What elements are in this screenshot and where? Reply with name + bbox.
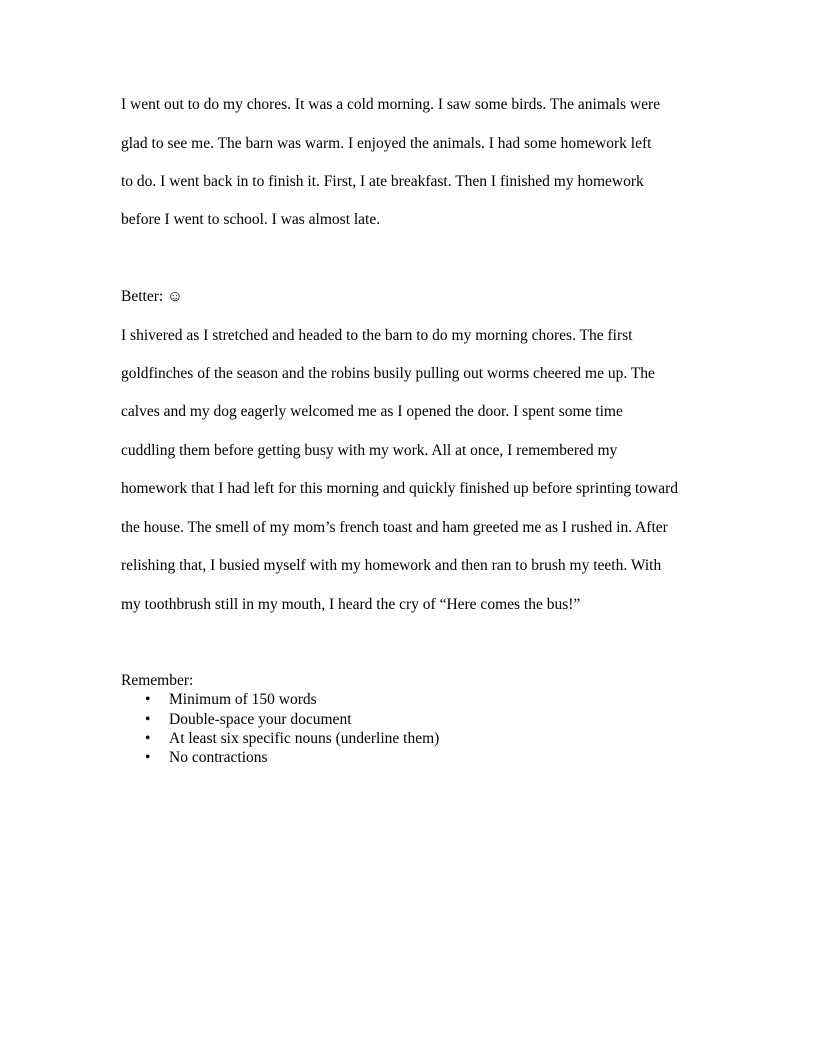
bullet-icon: • [145, 711, 151, 728]
better-label: Better: ☺ [121, 288, 183, 305]
paragraph-line: I went out to do my chores. It was a cold morning. I saw some birds. The animals were [121, 96, 661, 113]
bullet-icon: • [145, 730, 151, 747]
list-item: Minimum of 150 words [169, 691, 317, 708]
remember-heading: Remember: [121, 672, 194, 689]
paragraph-line: cuddling them before getting busy with my work. All at once, I remembered my [121, 442, 618, 459]
paragraph-line: to do. I went back in to finish it. First, I ate breakfast. Then I finished my homework [121, 173, 644, 190]
paragraph-line: the house. The smell of my mom’s french toast and ham greeted me as I rushed in. After [121, 519, 668, 536]
paragraph-line: before I went to school. I was almost late. [121, 211, 381, 228]
paragraph-line: my toothbrush still in my mouth, I heard the cry of “Here comes the bus!” [121, 596, 581, 613]
paragraph-line: homework that I had left for this morning and quickly finished up before sprinting toward [121, 480, 679, 497]
paragraph-line: calves and my dog eagerly welcomed me as I opened the door. I spent some time [121, 403, 623, 420]
list-item: Double-space your document [169, 711, 352, 728]
paragraph-line: glad to see me. The barn was warm. I enjoyed the animals. I had some homework left [121, 135, 652, 152]
paragraph-line: relishing that, I busied myself with my homework and then ran to brush my teeth. With [121, 557, 662, 574]
bullet-icon: • [145, 691, 151, 708]
paragraph-line: I shivered as I stretched and headed to the barn to do my morning chores. The first [121, 327, 633, 344]
list-item: No contractions [169, 749, 268, 766]
paragraph-line: goldfinches of the season and the robins busily pulling out worms cheered me up. The [121, 365, 655, 382]
bullet-icon: • [145, 749, 151, 766]
list-item: At least six specific nouns (underline them) [169, 730, 440, 747]
